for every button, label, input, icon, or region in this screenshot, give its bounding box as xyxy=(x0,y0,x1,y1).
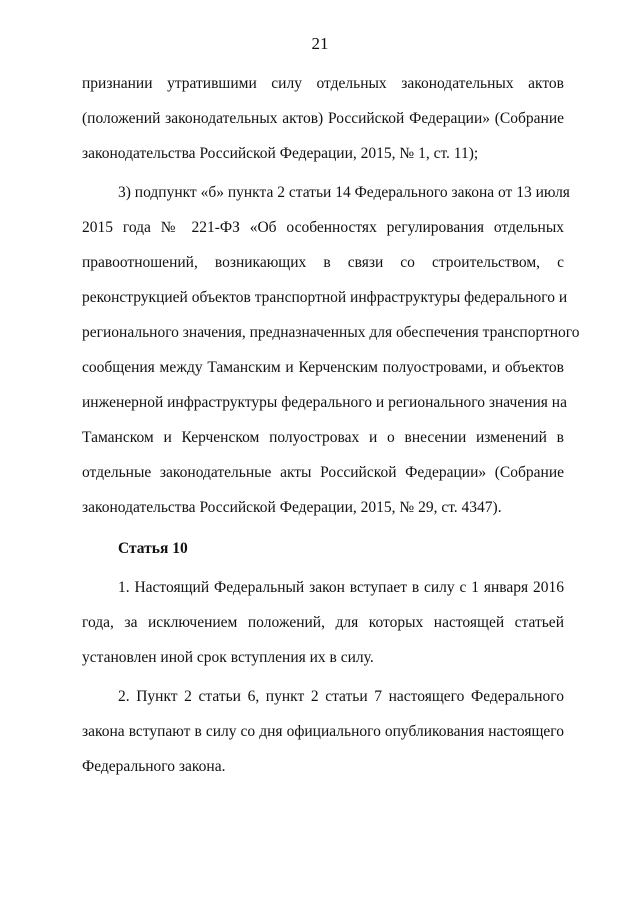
text-line: законодательства Российской Федерации, 2015, № 29, ст. 4347). xyxy=(82,499,502,516)
article-paragraph-2 xyxy=(82,679,564,784)
text-line: отдельные законодательные акты Российской Федерации» (Собрание xyxy=(82,464,564,481)
paragraph-item-3 xyxy=(82,175,580,525)
text-line: 3) подпункт «б» пункта 2 статьи 14 Федерального закона от 13 июля xyxy=(118,184,570,201)
text-line: реконструкцией объектов транспортной инфраструктуры федерального и xyxy=(82,289,568,306)
text-line: 1. Настоящий Федеральный закон вступает в силу с 1 января 2016 xyxy=(118,579,564,596)
text-line: сообщения между Таманским и Керченским полуостровами, и объектов xyxy=(82,359,564,376)
text-line: инженерной инфраструктуры федерального и регионального значения на xyxy=(82,394,567,411)
text-line: установлен иной срок вступления их в силу. xyxy=(82,649,374,666)
text-line: 2. Пункт 2 статьи 6, пункт 2 статьи 7 настоящего Федерального xyxy=(118,688,564,705)
article-paragraph-1 xyxy=(82,570,564,675)
paragraph-continuation xyxy=(82,66,564,171)
text-line: (положений законодательных актов) Российской Федерации» (Собрание xyxy=(82,110,564,127)
text-line: Федерального закона. xyxy=(82,758,226,775)
text-line: Таманском и Керченском полуостровах и о внесении изменений в xyxy=(82,429,564,446)
text-line: признании утратившими силу отдельных законодательных актов xyxy=(82,75,564,92)
text-line: закона вступают в силу со дня официального опубликования настоящего xyxy=(82,723,564,740)
text-line: законодательства Российской Федерации, 2015, № 1, ст. 11); xyxy=(82,145,479,162)
text-line: 2015 года № 221-ФЗ «Об особенностях регулирования отдельных xyxy=(82,219,564,236)
text-line: регионального значения, предназначенных для обеспечения транспортного xyxy=(82,324,580,341)
text-line: правоотношений, возникающих в связи со строительством, с xyxy=(82,254,564,271)
document-body xyxy=(82,66,580,784)
page-number: 21 xyxy=(311,34,329,53)
article-heading: Статья 10 xyxy=(118,540,188,557)
text-line: года, за исключением положений, для которых настоящей статьей xyxy=(82,614,564,631)
